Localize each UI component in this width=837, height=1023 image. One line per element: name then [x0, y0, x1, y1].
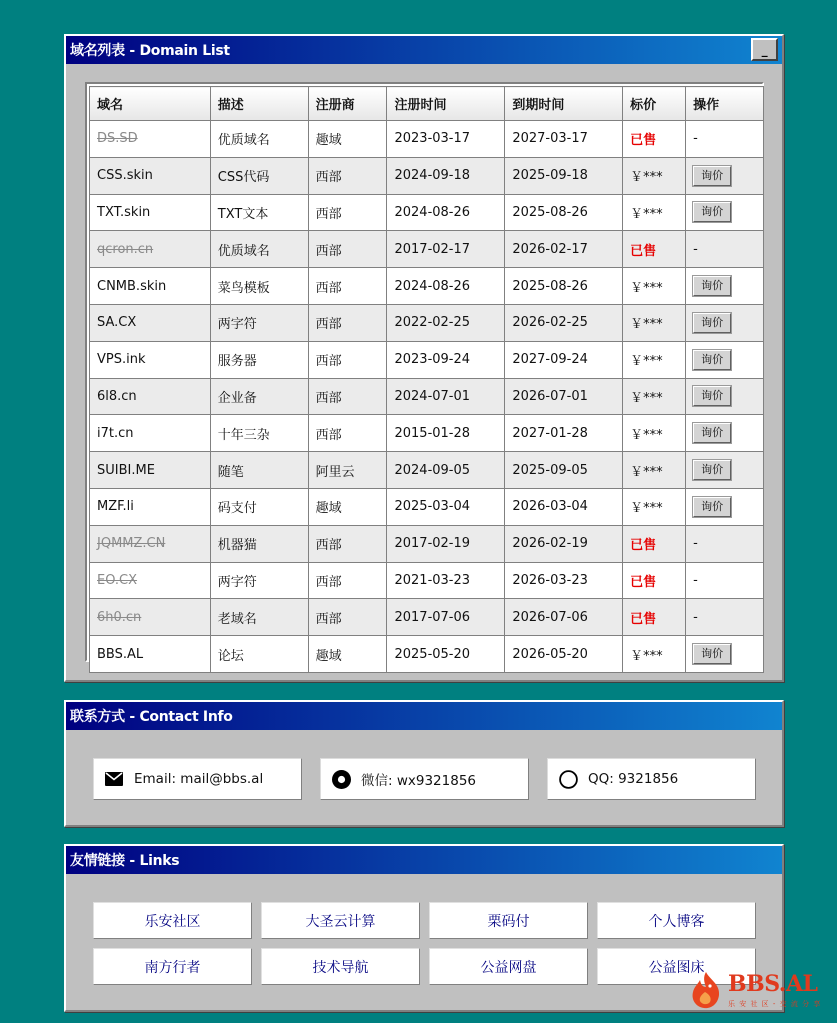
expiry-date-cell [505, 636, 623, 673]
registrar-cell [308, 121, 387, 158]
description-text: 老域名 [217, 611, 257, 627]
domain-cell [90, 378, 211, 415]
domain-cell [90, 231, 211, 268]
price-text: 已售 [630, 538, 657, 554]
action-cell [686, 488, 764, 525]
links-titlebar[interactable] [66, 846, 782, 874]
expiry-date-cell [505, 378, 623, 415]
price-cell [623, 636, 686, 673]
action-cell [686, 599, 764, 636]
table-row [90, 452, 764, 489]
table-row [90, 488, 764, 525]
link-nanfang-xingzhe[interactable]: 南方行者 [93, 948, 252, 985]
action-cell [686, 562, 764, 599]
expiry-date-text: 2026-02-17 [512, 241, 588, 257]
minimize-button[interactable]: _ [751, 38, 778, 61]
description-text: 十年三杂 [217, 427, 270, 443]
domain-cell [90, 636, 211, 673]
domain-table [89, 86, 764, 673]
expiry-date-cell [505, 231, 623, 268]
description-text: 企业备 [217, 390, 257, 406]
expiry-date-cell [505, 194, 623, 231]
domain-text: CNMB.skin [97, 278, 167, 294]
price-cell [623, 341, 686, 378]
registrar-text: 西部 [315, 170, 342, 186]
description-cell [210, 599, 308, 636]
registered-date-text: 2025-05-20 [394, 646, 471, 662]
registrar-text: 西部 [315, 611, 342, 627]
radio-empty-icon [558, 769, 578, 789]
registrar-cell [308, 304, 387, 341]
contact-titlebar[interactable] [66, 702, 782, 730]
domain-text: MZF.li [97, 499, 134, 515]
link-lean-community[interactable]: 乐安社区 [93, 902, 252, 939]
column-header: 到期时间 [505, 87, 623, 121]
contact-email[interactable] [93, 758, 302, 800]
registered-date-cell [387, 157, 505, 194]
table-row [90, 525, 764, 562]
domain-cell [90, 525, 211, 562]
registrar-cell [308, 194, 387, 231]
registrar-text: 西部 [315, 243, 342, 259]
registrar-cell [308, 341, 387, 378]
price-text: ￥*** [630, 206, 663, 222]
radio-selected-icon [331, 769, 351, 789]
link-personal-blog[interactable]: 个人博客 [597, 902, 756, 939]
column-header: 域名 [90, 87, 211, 121]
registered-date-cell [387, 304, 505, 341]
domain-cell [90, 268, 211, 305]
description-cell [210, 525, 308, 562]
action-cell [686, 525, 764, 562]
table-body [90, 121, 764, 673]
domain-text: i7t.cn [97, 425, 134, 441]
registered-date-text: 2015-01-28 [394, 425, 471, 441]
contact-title: 联系方式 - Contact Info [70, 709, 233, 725]
link-public-imagebed[interactable]: 公益图床 [597, 948, 756, 985]
registered-date-cell [387, 121, 505, 158]
action-text: - [693, 241, 698, 257]
link-public-drive[interactable]: 公益网盘 [429, 948, 588, 985]
inquire-button[interactable]: 询价 [693, 644, 731, 664]
registered-date-cell [387, 341, 505, 378]
registrar-text: 阿里云 [315, 464, 355, 480]
registered-date-cell [387, 194, 505, 231]
column-header: 描述 [210, 87, 308, 121]
contact-email-label: Email: mail@bbs.al [134, 771, 264, 787]
registered-date-text: 2017-02-17 [394, 241, 471, 257]
expiry-date-text: 2026-02-25 [512, 315, 588, 331]
column-header: 标价 [623, 87, 686, 121]
registered-date-text: 2024-07-01 [394, 388, 471, 404]
expiry-date-text: 2025-08-26 [512, 278, 588, 294]
description-cell [210, 268, 308, 305]
description-text: 随笔 [217, 464, 244, 480]
registrar-text: 西部 [315, 390, 342, 406]
table-row [90, 268, 764, 305]
domain-cell [90, 194, 211, 231]
table-row [90, 157, 764, 194]
table-row [90, 415, 764, 452]
registrar-cell [308, 452, 387, 489]
registrar-cell [308, 562, 387, 599]
expiry-date-cell [505, 525, 623, 562]
table-row [90, 231, 764, 268]
description-cell [210, 231, 308, 268]
price-text: 已售 [630, 243, 657, 259]
expiry-date-cell [505, 599, 623, 636]
action-text: - [693, 572, 698, 588]
registrar-cell [308, 157, 387, 194]
contact-wechat-label: 微信: wx9321856 [361, 773, 476, 789]
table-row [90, 562, 764, 599]
domain-text: SUIBI.ME [97, 462, 155, 478]
inquire-button[interactable]: 询价 [693, 313, 731, 333]
domain-text: JQMMZ.CN [97, 536, 166, 552]
price-cell [623, 525, 686, 562]
registered-date-cell [387, 488, 505, 525]
expiry-date-cell [505, 415, 623, 452]
inquire-button[interactable]: 询价 [693, 497, 731, 517]
registered-date-text: 2024-08-26 [394, 278, 471, 294]
inquire-button[interactable]: 询价 [693, 166, 731, 186]
description-text: 两字符 [217, 574, 257, 590]
registered-date-text: 2024-09-05 [394, 462, 471, 478]
registered-date-text: 2024-08-26 [394, 204, 471, 220]
inquire-button[interactable]: 询价 [693, 276, 731, 296]
registered-date-text: 2024-09-18 [394, 168, 471, 184]
price-text: ￥*** [630, 170, 663, 186]
registrar-cell [308, 636, 387, 673]
expiry-date-text: 2026-05-20 [512, 646, 588, 662]
table-row [90, 304, 764, 341]
domain-cell [90, 121, 211, 158]
registered-date-text: 2023-09-24 [394, 352, 471, 368]
registrar-text: 趣域 [315, 501, 342, 517]
registrar-cell [308, 231, 387, 268]
price-text: 已售 [630, 574, 657, 590]
description-text: 机器猫 [217, 538, 257, 554]
expiry-date-text: 2026-07-01 [512, 388, 588, 404]
description-text: 两字符 [217, 317, 257, 333]
domain-cell [90, 304, 211, 341]
description-cell [210, 121, 308, 158]
table-row [90, 341, 764, 378]
price-text: 已售 [630, 133, 657, 149]
price-cell [623, 488, 686, 525]
description-cell [210, 341, 308, 378]
registered-date-cell [387, 378, 505, 415]
price-text: ￥*** [630, 648, 663, 664]
domain-cell [90, 415, 211, 452]
price-text: ￥*** [630, 427, 663, 443]
action-text: - [693, 536, 698, 552]
registrar-cell [308, 488, 387, 525]
description-cell [210, 378, 308, 415]
domain-text: CSS.skin [97, 168, 153, 184]
registrar-text: 西部 [315, 427, 342, 443]
price-cell [623, 599, 686, 636]
registered-date-text: 2017-07-06 [394, 609, 471, 625]
price-text: ￥*** [630, 464, 663, 480]
expiry-date-cell [505, 268, 623, 305]
domain-cell [90, 488, 211, 525]
registrar-cell [308, 525, 387, 562]
watermark-subtext: 乐 安 社 区 - 交 流 分 享 [728, 1000, 822, 1008]
inquire-button[interactable]: 询价 [693, 460, 731, 480]
price-text: ￥*** [630, 390, 663, 406]
registrar-cell [308, 415, 387, 452]
action-cell [686, 231, 764, 268]
inquire-button[interactable]: 询价 [693, 202, 731, 222]
registered-date-text: 2021-03-23 [394, 572, 471, 588]
description-cell [210, 304, 308, 341]
column-header: 注册时间 [387, 87, 505, 121]
registered-date-cell [387, 599, 505, 636]
expiry-date-cell [505, 157, 623, 194]
expiry-date-text: 2026-07-06 [512, 609, 588, 625]
links-title: 友情链接 - Links [70, 853, 180, 869]
inquire-button[interactable]: 询价 [693, 386, 731, 406]
registrar-text: 西部 [315, 206, 342, 222]
registered-date-text: 2025-03-04 [394, 499, 471, 515]
action-cell [686, 304, 764, 341]
registered-date-text: 2022-02-25 [394, 315, 471, 331]
domain-text: VPS.ink [97, 352, 146, 368]
table-header-row [90, 87, 764, 121]
price-text: ￥*** [630, 280, 663, 296]
watermark-text: BBS.AL [728, 971, 818, 997]
expiry-date-text: 2025-09-18 [512, 168, 588, 184]
expiry-date-text: 2026-02-19 [512, 536, 588, 552]
domain-cell [90, 562, 211, 599]
registrar-cell [308, 268, 387, 305]
expiry-date-text: 2027-01-28 [512, 425, 588, 441]
expiry-date-text: 2025-09-05 [512, 462, 588, 478]
bbs-al-watermark [688, 968, 828, 1014]
domain-text: qcron.cn [97, 241, 154, 257]
price-cell [623, 452, 686, 489]
description-text: 优质域名 [217, 243, 270, 259]
expiry-date-cell [505, 452, 623, 489]
contact-info-window [64, 700, 784, 827]
action-cell [686, 452, 764, 489]
price-cell [623, 121, 686, 158]
registrar-text: 西部 [315, 317, 342, 333]
price-cell [623, 231, 686, 268]
description-text: 菜鸟模板 [217, 280, 270, 296]
domain-cell [90, 599, 211, 636]
price-text: ￥*** [630, 354, 663, 370]
action-cell [686, 157, 764, 194]
expiry-date-text: 2027-09-24 [512, 352, 588, 368]
price-text: ￥*** [630, 317, 663, 333]
description-text: 服务器 [217, 354, 257, 370]
action-cell [686, 378, 764, 415]
links-window [64, 844, 784, 1012]
contact-row [93, 758, 756, 800]
domain-cell [90, 452, 211, 489]
contact-qq-label: QQ: 9321856 [588, 771, 679, 787]
expiry-date-text: 2025-08-26 [512, 204, 588, 220]
domain-text: 6l8.cn [97, 388, 137, 404]
expiry-date-cell [505, 488, 623, 525]
registered-date-cell [387, 636, 505, 673]
price-cell [623, 378, 686, 415]
description-text: CSS代码 [217, 170, 270, 186]
link-tech-nav[interactable]: 技术导航 [261, 948, 420, 985]
description-cell [210, 562, 308, 599]
action-text: - [693, 609, 698, 625]
domain-list-title: 域名列表 - Domain List [70, 43, 230, 59]
column-header: 注册商 [308, 87, 387, 121]
domain-cell [90, 341, 211, 378]
description-text: TXT文本 [217, 206, 269, 222]
registrar-text: 趣域 [315, 133, 342, 149]
expiry-date-cell [505, 562, 623, 599]
link-dasheng-cloud[interactable]: 大圣云计算 [261, 902, 420, 939]
domain-text: DS.SD [97, 131, 138, 147]
contact-qq[interactable] [547, 758, 756, 800]
domain-text: BBS.AL [97, 646, 144, 662]
description-cell [210, 415, 308, 452]
action-cell [686, 341, 764, 378]
domain-cell [90, 157, 211, 194]
expiry-date-text: 2026-03-04 [512, 499, 588, 515]
expiry-date-text: 2026-03-23 [512, 572, 588, 588]
registrar-text: 西部 [315, 538, 342, 554]
description-cell [210, 488, 308, 525]
expiry-date-cell [505, 304, 623, 341]
domain-text: TXT.skin [97, 204, 151, 220]
registrar-text: 西部 [315, 574, 342, 590]
action-cell [686, 194, 764, 231]
domain-table-container [85, 82, 764, 662]
description-cell [210, 452, 308, 489]
registered-date-text: 2023-03-17 [394, 131, 471, 147]
description-cell [210, 636, 308, 673]
action-text: - [693, 131, 698, 147]
description-text: 优质域名 [217, 133, 270, 149]
registered-date-cell [387, 562, 505, 599]
table-row [90, 636, 764, 673]
column-header: 操作 [686, 87, 764, 121]
registered-date-cell [387, 525, 505, 562]
description-cell [210, 194, 308, 231]
links-grid [93, 902, 756, 985]
price-cell [623, 304, 686, 341]
action-cell [686, 268, 764, 305]
expiry-date-text: 2027-03-17 [512, 131, 588, 147]
description-text: 码支付 [217, 501, 257, 517]
registrar-text: 趣域 [315, 648, 342, 664]
registered-date-cell [387, 415, 505, 452]
price-text: ￥*** [630, 501, 663, 517]
description-cell [210, 157, 308, 194]
link-limafu[interactable]: 栗码付 [429, 902, 588, 939]
registrar-cell [308, 378, 387, 415]
price-cell [623, 415, 686, 452]
expiry-date-cell [505, 341, 623, 378]
domain-text: SA.CX [97, 315, 137, 331]
envelope-icon [104, 769, 124, 789]
price-text: 已售 [630, 611, 657, 627]
table-row [90, 378, 764, 415]
domain-list-titlebar[interactable] [66, 36, 782, 64]
domain-list-window [64, 34, 784, 682]
price-cell [623, 194, 686, 231]
registered-date-cell [387, 452, 505, 489]
action-cell [686, 415, 764, 452]
price-cell [623, 562, 686, 599]
price-cell [623, 157, 686, 194]
table-row [90, 121, 764, 158]
domain-text: 6h0.cn [97, 609, 142, 625]
inquire-button[interactable]: 询价 [693, 423, 731, 443]
registered-date-cell [387, 268, 505, 305]
description-text: 论坛 [217, 648, 244, 664]
registrar-text: 西部 [315, 280, 342, 296]
action-cell [686, 121, 764, 158]
table-row [90, 194, 764, 231]
expiry-date-cell [505, 121, 623, 158]
domain-text: EO.CX [97, 572, 138, 588]
registered-date-text: 2017-02-19 [394, 536, 471, 552]
flame-logo-icon [688, 970, 724, 1014]
contact-wechat[interactable] [320, 758, 529, 800]
registered-date-cell [387, 231, 505, 268]
registrar-cell [308, 599, 387, 636]
price-cell [623, 268, 686, 305]
inquire-button[interactable]: 询价 [693, 350, 731, 370]
table-row [90, 599, 764, 636]
action-cell [686, 636, 764, 673]
registrar-text: 西部 [315, 354, 342, 370]
